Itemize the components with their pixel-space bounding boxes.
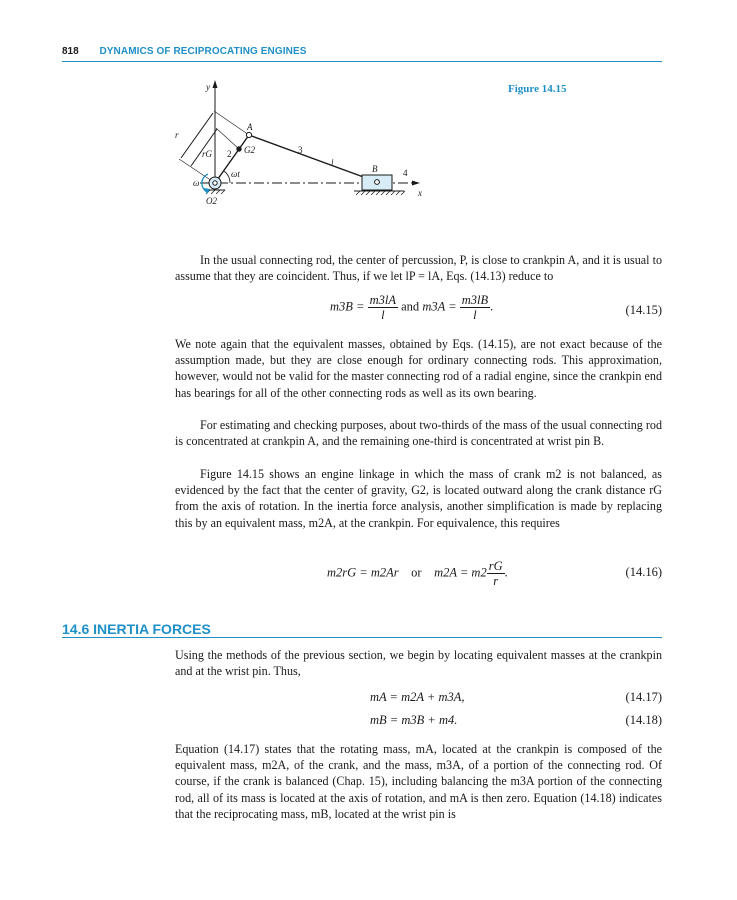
equation-14-18: mB = m3B + m4. xyxy=(370,713,458,727)
equation-14-15 xyxy=(330,293,493,322)
eq1415-end: . xyxy=(490,299,494,314)
eq1416-or: or xyxy=(411,565,422,580)
eq1415-lhs2: m3A = xyxy=(422,299,457,314)
eq1415-num2: m3lB xyxy=(461,293,489,307)
equation-number-14-16: (14.16) xyxy=(625,565,662,579)
label-omega: ω xyxy=(193,178,200,188)
pivot-o2-pin xyxy=(213,181,217,185)
label-link-2: 2 xyxy=(227,149,232,159)
ext-line-g2 xyxy=(216,128,239,149)
running-header xyxy=(62,46,662,57)
section-rule xyxy=(62,637,662,638)
label-a: A xyxy=(247,122,253,132)
slider-ground-hatch xyxy=(356,191,405,195)
equation-14-17: mA = m2A + m3A, xyxy=(370,690,465,704)
label-g2: G2 xyxy=(244,145,255,155)
label-r: r xyxy=(175,130,179,140)
eq1416-end: . xyxy=(504,565,508,580)
cg-g2 xyxy=(237,147,241,151)
label-o2: O2 xyxy=(206,196,217,206)
label-link-4: 4 xyxy=(403,168,408,178)
label-link-3: 3 xyxy=(298,145,303,155)
dim-line-rg xyxy=(191,129,217,166)
crankpin-a xyxy=(246,132,251,137)
eq1415-frac2 xyxy=(460,293,490,322)
label-b: B xyxy=(372,164,378,174)
equation-number-14-17: (14.17) xyxy=(625,690,662,704)
ext-line-a xyxy=(214,111,249,135)
eq1416-right: m2A = m2 xyxy=(434,565,487,580)
paragraph-2: We note again that the equivalent masses, obtained by Eqs. (14.15), are not exact because of the assumption made, but they are close enough for ordinary connecting rods. This approximation, however, would not be valid for the master connecting rod of a radial engine, since the crankpin end has bearings for all of the other connecting rods as well as its own bearing. xyxy=(175,337,662,400)
label-omega-t: ωt xyxy=(231,169,240,179)
x-axis-arrow-icon xyxy=(412,181,420,186)
paragraph-4: Figure 14.15 shows an engine linkage in which the mass of crank m2 is not balanced, as evidenced by the fact that the center of gravity, G2, is located outward along the crank distance rG from the axis of rotation. In the inertia force analysis, another simplification is made by replacing this by an equivalent mass, m2A, at the crankpin. For equivalence, this requires xyxy=(175,467,662,530)
eq1415-lhs1: m3B = xyxy=(330,299,365,314)
page-number: 818 xyxy=(62,46,79,57)
wrist-pin-b xyxy=(375,180,380,185)
slider-crank-figure xyxy=(168,76,438,206)
eq1415-frac1 xyxy=(368,293,398,322)
connecting-rod-3 xyxy=(249,135,377,182)
paragraph-6: Equation (14.17) states that the rotating mass, mA, located at the crankpin is composed of the equivalent mass, m2A, of the crank, and the mass, m3A, of a portion of the connecting rod. Of course, if the crank is balanced (Chap. 15), including balancing the m3A portion of the connecting rod, all of its mass is located at the axis of rotation, and mA is then zero. Equation (14.18) indicates that the reciprocating mass, mB, located at the wrist pin is xyxy=(175,742,662,821)
eq1416-den: r xyxy=(493,574,499,588)
label-rg: rG xyxy=(202,149,213,159)
label-y: y xyxy=(206,82,210,92)
eq1415-den1: l xyxy=(381,308,385,322)
label-l: l xyxy=(331,158,334,168)
equation-14-16 xyxy=(327,559,508,588)
figure-caption: Figure 14.15 xyxy=(508,83,567,95)
y-axis-arrow-icon xyxy=(213,80,218,88)
eq1415-num1: m3lA xyxy=(369,293,396,307)
eq1415-and: and xyxy=(401,299,420,314)
eq1415-den2: l xyxy=(473,308,477,322)
eq1416-left: m2rG = m2Ar xyxy=(327,565,399,580)
paragraph-3: For estimating and checking purposes, about two-thirds of the mass of the usual connecting rod is concentrated at crankpin A, and the remaining one-third is concentrated at wrist pin B. xyxy=(175,418,662,449)
label-x: x xyxy=(418,188,422,198)
chapter-title: DYNAMICS OF RECIPROCATING ENGINES xyxy=(99,46,307,57)
header-rule xyxy=(62,61,662,62)
paragraph-5: Using the methods of the previous section, we begin by locating equivalent masses at the crankpin and at the wrist pin. Thus, xyxy=(175,648,662,679)
section-heading: 14.6 INERTIA FORCES xyxy=(62,621,211,637)
paragraph-1: In the usual connecting rod, the center of percussion, P, is close to crankpin A, and it is usual to assume that they are coincident. Thus, if we let lP = lA, Eqs. (14.13) reduce to xyxy=(175,253,662,284)
equation-number-14-15: (14.15) xyxy=(625,303,662,317)
angle-arc-icon xyxy=(224,171,230,183)
equation-number-14-18: (14.18) xyxy=(625,713,662,727)
eq1416-num: rG xyxy=(488,559,503,573)
eq1416-frac xyxy=(487,559,505,588)
